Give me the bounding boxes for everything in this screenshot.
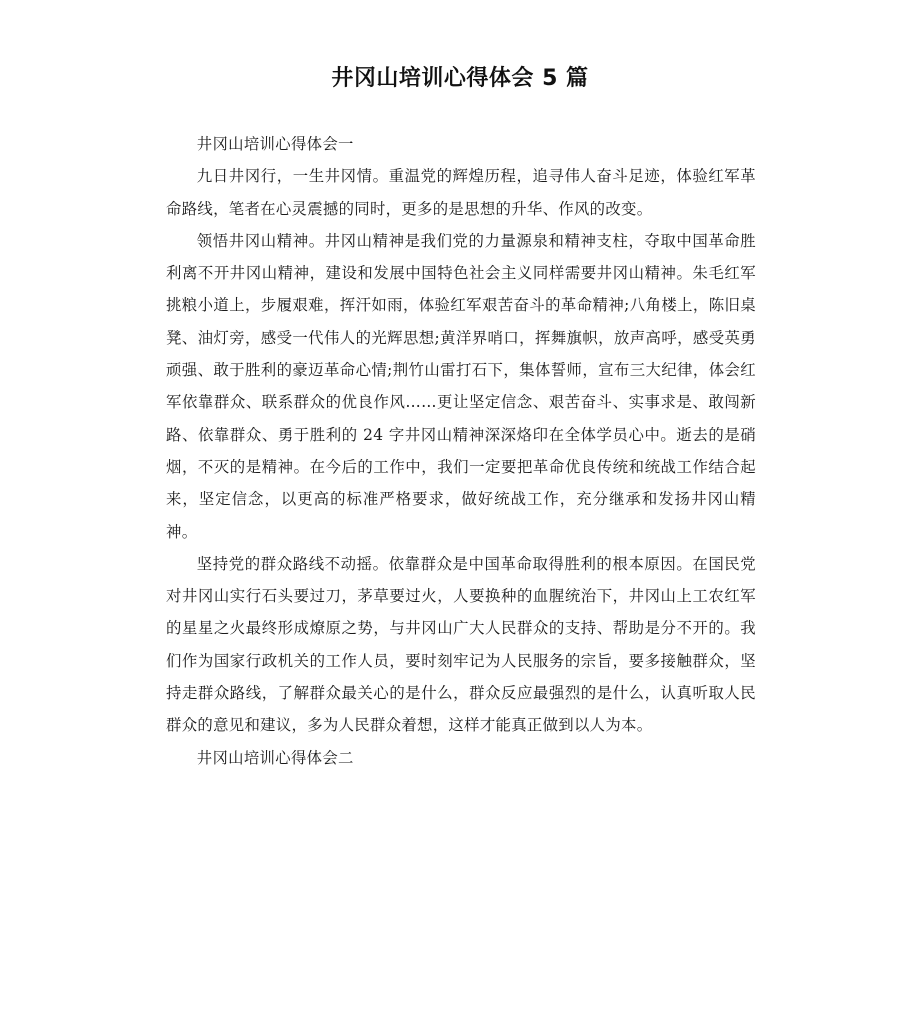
section-heading-2: 井冈山培训心得体会二: [196, 748, 354, 767]
section-heading-1: 井冈山培训心得体会一: [196, 135, 354, 153]
document-body: [166, 128, 756, 774]
paragraph-1: 九日井冈行，一生井冈情。重温党的辉煌历程，追寻伟人奋斗足迹，体验红军革命路线，笔者在心灵震撼的同时，更多的是思想的升华、作风的改变。: [166, 167, 756, 218]
paragraph-3: 坚持党的群众路线不动摇。依靠群众是中国革命取得胜利的根本原因。在国民党对井冈山实行石头要过刀，茅草要过火，人要换种的血腥统治下，井冈山上工农红军的星星之火最终形成燎原之势，与井冈山广大人民群众的支持、帮助是分不开的。我们作为国家行政机关的工作人员，要时刻牢记为人民服务的宗旨，要多接触群众，坚持走群众路线，了解群众最关心的是什么，群众反应最强烈的是什么，认真听取人民群众的意见和建议，多为人民群众着想，这样才能真正做到以人为本。: [166, 554, 756, 735]
document-title: 井冈山培训心得体会 5 篇: [331, 66, 589, 91]
paragraph-2: 领悟井冈山精神。井冈山精神是我们党的力量源泉和精神支柱，夺取中国革命胜利离不开井冈山精神，建设和发展中国特色社会主义同样需要井冈山精神。朱毛红军挑粮小道上，步履艰难，挥汗如雨，体验红军艰苦奋斗的革命精神;八角楼上，陈旧桌凳、油灯旁，感受一代伟人的光辉思想;黄洋界哨口，挥舞旗帜，放声高呼，感受英勇顽强、敢于胜利的豪迈革命心情;荆竹山雷打石下，集体誓师，宣布三大纪律，体会红军依靠群众、联系群众的优良作风……更让坚定信念、艰苦奋斗、实事求是、敢闯新路、依靠群众、勇于胜利的 24 字井冈山精神深深烙印在全体学员心中。逝去的是硝烟，不灭的是精神。在今后的工作中，我们一定要把革命优良传统和统战工作结合起来，坚定信念，以更高的标准严格要求，做好统战工作，充分继承和发扬井冈山精神。: [166, 231, 756, 541]
